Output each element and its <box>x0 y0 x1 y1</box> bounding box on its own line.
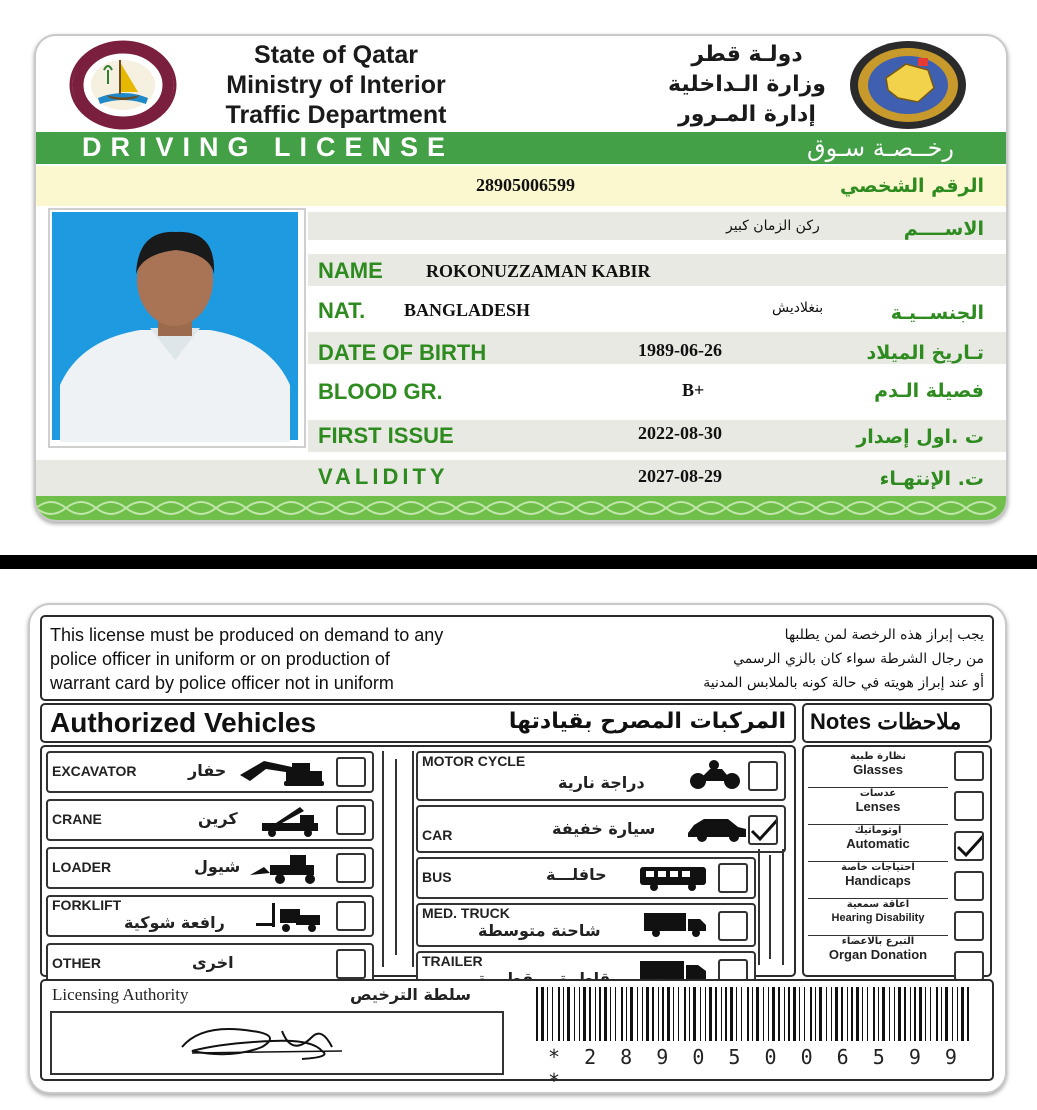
barcode-bar <box>583 987 586 1041</box>
barcode-bar <box>630 987 633 1041</box>
organ-donation-checkbox[interactable] <box>954 951 984 981</box>
vehicle-label: CRANE <box>52 811 102 827</box>
note-label: Automatic <box>846 836 910 851</box>
ministry-title-ar: وزارة الـداخلية <box>668 72 826 97</box>
barcode-bar <box>756 987 759 1041</box>
loader-icon <box>250 853 326 890</box>
blood-label-ar: فصيلة الـدم <box>874 380 984 402</box>
licensing-authority-box <box>40 979 994 1093</box>
note-label-ar: نظارة طبية <box>849 751 907 762</box>
barcode-bar <box>873 987 875 1041</box>
license-back-card <box>28 603 1007 1094</box>
motorcycle-icon <box>688 759 742 796</box>
barcode-bar <box>541 987 544 1041</box>
barcode-bar <box>662 987 664 1041</box>
note-label: Handicaps <box>845 873 911 888</box>
validity-label: VALIDITY <box>318 464 449 489</box>
loader-checkbox[interactable] <box>336 853 366 883</box>
barcode-bar <box>831 987 832 1041</box>
gcc-emblem-icon <box>848 40 968 130</box>
barcode-bar <box>721 987 722 1041</box>
barcode-bar <box>851 987 853 1041</box>
vehicle-label: LOADER <box>52 859 112 875</box>
license-front-card <box>34 34 1008 522</box>
notes-header <box>802 703 992 743</box>
vehicle-row-crane <box>46 799 374 841</box>
truck-icon <box>644 911 706 944</box>
vehicle-label-ar: رافعة شوكية <box>124 913 225 932</box>
vehicle-row-motorcycle <box>416 751 786 801</box>
excavator-icon <box>236 759 328 792</box>
bus-checkbox[interactable] <box>718 863 748 893</box>
barcode-bar <box>898 987 901 1041</box>
license-title-ar: رخــصـة سـوق <box>807 134 954 162</box>
signature-box <box>50 1011 504 1075</box>
notes-title: Notes ملاحظات <box>810 709 962 734</box>
barcode-bar <box>621 987 623 1041</box>
validity-label-ar: ت. الإنتهـاء <box>879 468 984 490</box>
first-issue-label: FIRST ISSUE <box>318 423 454 448</box>
barcode-bar <box>589 987 591 1041</box>
barcode-bar <box>904 987 906 1041</box>
vehicle-label: TRAILER <box>422 953 483 969</box>
notice-en-line: police officer in uniform or on production of <box>50 649 390 669</box>
barcode-bar <box>595 987 596 1041</box>
barcode-bar <box>967 987 969 1041</box>
barcode-bar <box>894 987 895 1041</box>
vehicle-label: BUS <box>422 869 452 885</box>
barcode-bar <box>547 987 548 1041</box>
decorative-pattern-strip <box>36 496 1006 520</box>
nationality-value-ar: بنغلاديش <box>772 300 824 316</box>
license-title: DRIVING LICENSE <box>82 132 455 162</box>
barcode-bar <box>715 987 717 1041</box>
barcode-bar <box>835 987 838 1041</box>
note-label-ar: احتياجات خاصة <box>841 862 915 873</box>
barcode-bar <box>574 987 575 1041</box>
authorized-vehicles-title-ar: المركبات المصرح بقيادتها <box>508 709 786 734</box>
barcode-bar <box>936 987 938 1041</box>
card-separator <box>0 555 1037 569</box>
barcode-bar <box>626 987 627 1041</box>
handicaps-checkbox[interactable] <box>954 871 984 901</box>
first-issue-value: 2022-08-30 <box>638 423 722 443</box>
dob-label: DATE OF BIRTH <box>318 340 487 365</box>
vehicle-label-ar: اخرى <box>192 953 234 972</box>
vehicle-label-ar: دراجة نارية <box>558 773 645 792</box>
barcode-bar <box>741 987 742 1041</box>
barcode-bar <box>815 987 816 1041</box>
notice-ar-line: من رجال الشرطة سواء كان بالزي الرسمي <box>733 651 984 667</box>
personal-number-row <box>36 166 1006 206</box>
barcode-bar <box>725 987 727 1041</box>
vehicle-row-excavator <box>46 751 374 793</box>
barcode-bar <box>730 987 733 1041</box>
vehicle-row-loader <box>46 847 374 889</box>
vehicle-row-med-truck <box>416 903 756 947</box>
barcode-bar <box>914 987 916 1041</box>
barcode-bar <box>856 987 859 1041</box>
barcode-bar <box>889 987 890 1041</box>
barcode-bar <box>945 987 948 1041</box>
note-label: Hearing Disability <box>831 912 925 924</box>
personal-number-label-ar: الرقم الشخصي <box>839 175 984 197</box>
notice-ar-line: يجب إبراز هذه الرخصة لمن يطلبها <box>784 627 984 643</box>
department-title: Traffic Department <box>225 101 447 129</box>
barcode-bar <box>919 987 922 1041</box>
barcode-bar <box>567 987 570 1041</box>
motorcycle-checkbox[interactable] <box>748 761 778 791</box>
note-label: Glasses <box>853 762 903 777</box>
barcode-bar <box>700 987 701 1041</box>
forklift-checkbox[interactable] <box>336 901 366 931</box>
vehicle-row-car <box>416 805 786 853</box>
glasses-checkbox[interactable] <box>954 751 984 781</box>
note-label-ar: اعاقة سمعية <box>846 899 910 910</box>
barcode-number: * 2 8 9 0 5 0 0 6 5 9 9 * <box>548 1045 963 1093</box>
barcode-bar <box>841 987 843 1041</box>
blood-label: BLOOD GR. <box>318 379 443 404</box>
note-label: Organ Donation <box>828 947 928 962</box>
barcode-bar <box>768 987 769 1041</box>
barcode-bar <box>642 987 643 1041</box>
barcode-bar <box>558 987 560 1041</box>
name-ar-value: ركن الزمان كبير <box>726 218 820 234</box>
barcode-bar <box>658 987 659 1041</box>
barcode-bar <box>736 987 737 1041</box>
lenses-checkbox[interactable] <box>954 791 984 821</box>
state-title-ar: دولـة قطر <box>691 42 803 67</box>
notice-en-line: warrant card by police officer not in uniform <box>50 673 394 693</box>
name-label-ar: الاســــم <box>903 218 984 240</box>
barcode-bar <box>952 987 953 1041</box>
barcode-bar <box>882 987 885 1041</box>
vehicle-label-ar: شيول <box>194 857 241 876</box>
note-label-ar: عدسات <box>859 788 897 799</box>
crane-icon <box>256 805 326 842</box>
state-title: State of Qatar <box>254 41 418 69</box>
holder-photo <box>48 208 306 448</box>
vehicle-label: FORKLIFT <box>52 897 122 913</box>
automatic-checkbox[interactable] <box>954 831 984 861</box>
barcode-bar <box>579 987 580 1041</box>
barcode-bar <box>925 987 926 1041</box>
vehicle-label-ar: كرين <box>198 809 238 828</box>
med-truck-checkbox[interactable] <box>718 911 748 941</box>
barcode-bar <box>910 987 911 1041</box>
notice-ar-line: أو عند إبراز هويته في حالة كونه بالملابس المدنية <box>703 675 984 691</box>
vehicle-label: OTHER <box>52 955 101 971</box>
validity-value: 2027-08-29 <box>638 466 722 486</box>
note-label: Lenses <box>855 799 901 814</box>
note-label-ar: التبرع بالاعضاء <box>841 936 915 947</box>
dob-label-ar: تـاريخ الميلاد <box>866 342 984 364</box>
vehicle-label: CAR <box>422 827 453 843</box>
license-banner <box>36 132 1006 164</box>
vehicle-label: MED. TRUCK <box>422 905 510 921</box>
barcode-bar <box>678 987 679 1041</box>
bracket-divider-small <box>758 849 784 965</box>
barcode-bar <box>819 987 822 1041</box>
dob-value: 1989-06-26 <box>638 340 722 360</box>
barcode-bar <box>709 987 712 1041</box>
authorized-vehicles-title: Authorized Vehicles <box>50 707 317 738</box>
barcode-bar <box>961 987 964 1041</box>
note-label-ar: اوتوماتيك <box>854 825 902 836</box>
barcode-bar <box>878 987 879 1041</box>
barcode-bar <box>637 987 638 1041</box>
barcode-bar <box>705 987 706 1041</box>
barcode-bar <box>867 987 868 1041</box>
car-icon <box>686 815 748 848</box>
barcode-bar <box>689 987 690 1041</box>
bracket-divider <box>382 751 414 967</box>
barcode-bar <box>646 987 649 1041</box>
licensing-authority-label-ar: سلطة الترخيص <box>350 985 471 1004</box>
barcode-bar <box>862 987 863 1041</box>
forklift-icon <box>256 901 326 938</box>
name-label: NAME <box>318 258 383 283</box>
barcode-bar <box>693 987 696 1041</box>
barcode-bar <box>747 987 749 1041</box>
barcode-bar <box>957 987 958 1041</box>
barcode-bar <box>763 987 764 1041</box>
nationality-value: BANGLADESH <box>404 300 531 320</box>
barcode-bar <box>847 987 848 1041</box>
vehicle-row-bus <box>416 857 756 899</box>
blood-value: B+ <box>682 380 705 400</box>
vehicle-label-ar: سيارة خفيفة <box>552 819 656 838</box>
ministry-title: Ministry of Interior <box>226 71 446 99</box>
vehicle-label-ar: حافلـــة <box>546 865 607 884</box>
barcode-bar <box>615 987 616 1041</box>
excavator-checkbox[interactable] <box>336 757 366 787</box>
barcode-bar <box>563 987 564 1041</box>
car-checkbox[interactable] <box>748 815 778 845</box>
barcode-bar <box>684 987 686 1041</box>
signature-icon <box>162 1017 362 1072</box>
name-value: ROKONUZZAMAN KABIR <box>426 261 651 281</box>
notice-en-line: This license must be produced on demand to any <box>50 625 444 645</box>
barcode-bar <box>778 987 780 1041</box>
barcode-bar <box>799 987 800 1041</box>
other-checkbox[interactable] <box>336 949 366 979</box>
barcode-bar <box>788 987 790 1041</box>
barcode-bar <box>667 987 670 1041</box>
barcode-bar <box>536 987 538 1041</box>
qatar-moi-emblem-icon <box>68 40 178 130</box>
vehicle-label: EXCAVATOR <box>52 763 137 779</box>
vehicle-label: MOTOR CYCLE <box>422 753 526 769</box>
barcode-bar <box>804 987 805 1041</box>
first-issue-label-ar: ت .اول إصدار <box>856 426 984 448</box>
licensing-authority-label: Licensing Authority <box>52 985 189 1004</box>
barcode <box>536 987 976 1041</box>
barcode-bar <box>610 987 611 1041</box>
barcode-bar <box>552 987 553 1041</box>
vehicle-label-ar: شاحنة متوسطة <box>478 921 601 940</box>
barcode-bar <box>599 987 601 1041</box>
notice-box <box>40 615 994 701</box>
barcode-bar <box>941 987 942 1041</box>
vehicle-row-forklift <box>46 895 374 937</box>
nationality-label: NAT. <box>318 298 366 323</box>
barcode-bar <box>784 987 785 1041</box>
authorized-vehicles-header <box>40 703 796 743</box>
department-title-ar: إدارة المـرور <box>678 102 816 127</box>
notes-list <box>802 745 992 977</box>
barcode-bar <box>673 987 674 1041</box>
barcode-bar <box>810 987 812 1041</box>
barcode-bar <box>772 987 775 1041</box>
barcode-bar <box>930 987 931 1041</box>
barcode-bar <box>826 987 827 1041</box>
crane-checkbox[interactable] <box>336 805 366 835</box>
barcode-bar <box>604 987 607 1041</box>
barcode-bar <box>793 987 796 1041</box>
barcode-bar <box>752 987 753 1041</box>
personal-number-value: 28905006599 <box>476 175 575 195</box>
barcode-bar <box>652 987 654 1041</box>
bus-icon <box>640 865 708 896</box>
hearing-disability-checkbox[interactable] <box>954 911 984 941</box>
vehicle-label-ar: حفار <box>188 761 227 780</box>
nationality-label-ar: الجنســيـة <box>890 302 984 324</box>
